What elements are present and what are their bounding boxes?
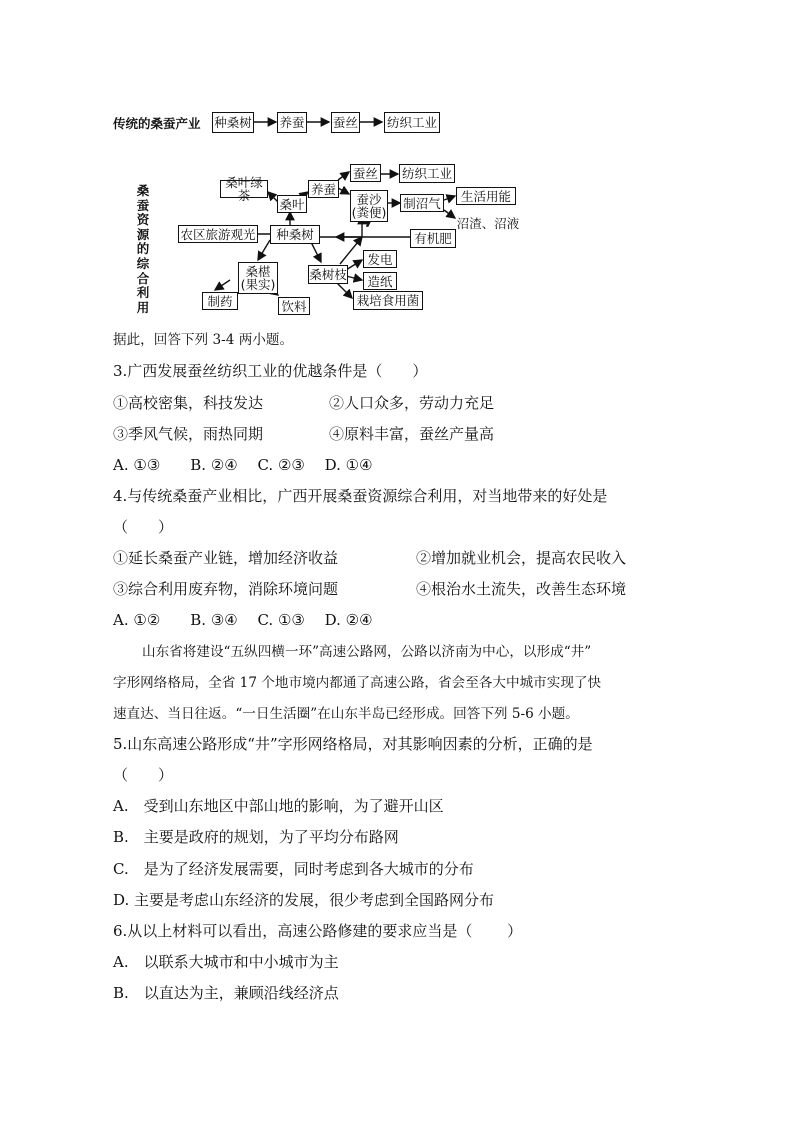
silkworm-excrement-label: 蚕沙	[356, 192, 382, 207]
passage-line-3: 速直达、当日往返。“一日生活圈”在山东半岛已经形成。回答下列 5-6 小题。	[113, 706, 579, 722]
q4-answers: A. ①② B. ③④ C. ①③ D. ②④	[113, 611, 373, 629]
q4-option-1: ①延长桑蚕产业链，增加经济收益	[113, 549, 339, 567]
sericulture-diagram	[110, 100, 530, 320]
node-mulberry-leaf-tea: 桑叶绿茶	[220, 180, 268, 198]
passage-line-1: 山东省将建设“五纵四横一环”高速公路网，公路以济南为中心，以形成“井”	[142, 644, 592, 660]
node-textile: 纺织工业	[399, 164, 455, 183]
node-power-generation: 发电	[363, 250, 397, 268]
vertical-label: 桑蚕资源的综合利用	[136, 183, 150, 315]
node-mulberry-leaf: 桑叶	[277, 195, 307, 213]
q3-option-2: ②人口众多，劳动力充足	[329, 394, 495, 412]
node-agri-tourism: 农区旅游观光	[178, 225, 258, 243]
intro-line: 据此，回答下列 3-4 两小题。	[113, 332, 294, 348]
node-domestic-energy: 生活用能	[456, 187, 516, 205]
question-4-line-2: （ ）	[113, 518, 174, 536]
diagram-arrows	[110, 100, 530, 320]
question-3: 3.广西发展蚕丝纺织工业的优越条件是（ ）	[113, 362, 428, 380]
question-5-line-2: （ ）	[113, 766, 174, 784]
node-mulberry-branch: 桑树枝	[309, 267, 347, 282]
question-5-line-1: 5.山东高速公路形成“井”字形网络格局，对其影响因素的分析，正确的是	[113, 735, 593, 753]
question-6: 6.从以上材料可以看出，高速公路修建的要求应当是（ ）	[113, 922, 523, 940]
q6-option-a: A. 以联系大城市和中小城市为主	[113, 953, 339, 971]
node-mulberry-fruit	[238, 262, 278, 294]
question-4-line-1: 4.与传统桑蚕产业相比，广西开展桑蚕资源综合利用，对当地带来的好处是	[113, 487, 608, 505]
mulberry-fruit-label: 桑椹	[245, 264, 271, 279]
q3-answers: A. ①③ B. ②④ C. ②③ D. ①④	[113, 456, 373, 474]
q5-option-b: B. 主要是政府的规划，为了平均分布路网	[113, 828, 399, 846]
trad-box-textile: 纺织工业	[384, 112, 440, 133]
trad-box-silk: 蚕丝	[331, 112, 360, 133]
node-beverage: 饮料	[278, 297, 310, 315]
node-papermaking: 造纸	[363, 272, 397, 290]
trad-box-plant-mulberry: 种桑树	[212, 112, 254, 133]
node-pharmaceutical: 制药	[202, 292, 238, 310]
q5-option-c: C. 是为了经济发展需要，同时考虑到各大城市的分布	[113, 860, 474, 878]
traditional-label: 传统的桑蚕产业	[113, 116, 201, 131]
node-biogas-residue: 沼渣、沼液	[456, 216, 520, 231]
node-biogas: 制沼气	[400, 194, 444, 212]
q4-option-3: ③综合利用废弃物，消除环境问题	[113, 580, 339, 598]
q6-option-b: B. 以直达为主，兼顾沿线经济点	[113, 984, 339, 1002]
node-edible-fungi: 栽培食用菌	[353, 291, 423, 310]
node-silk: 蚕丝	[350, 164, 381, 182]
q3-option-1: ①高校密集，科技发达	[113, 394, 264, 412]
node-silkworm-excrement	[350, 190, 388, 222]
node-organic-fertilizer: 有机肥	[410, 229, 456, 248]
passage-line-2: 字形网络格局，全省 17 个地市境内都通了高速公路，省会至各大中城市实现了快	[113, 675, 602, 691]
trad-box-raise-silkworm: 养蚕	[277, 112, 307, 133]
q3-option-3: ③季风气候，雨热同期	[113, 425, 264, 443]
q5-option-d: D. 主要是考虑山东经济的发展，很少考虑到全国路网分布	[113, 891, 495, 909]
node-raise-silkworm: 养蚕	[308, 180, 339, 198]
q4-option-4: ④根治水土流失，改善生态环境	[416, 580, 627, 598]
node-plant-mulberry: 种桑树	[270, 225, 320, 244]
silkworm-excrement-sub: (粪便)	[351, 205, 387, 220]
q3-option-4: ④原料丰富，蚕丝产量高	[329, 425, 495, 443]
mulberry-fruit-sub: (果实)	[240, 277, 276, 292]
q5-option-a: A. 受到山东地区中部山地的影响，为了避开山区	[113, 797, 444, 815]
q4-option-2: ②增加就业机会，提高农民收入	[416, 549, 627, 567]
